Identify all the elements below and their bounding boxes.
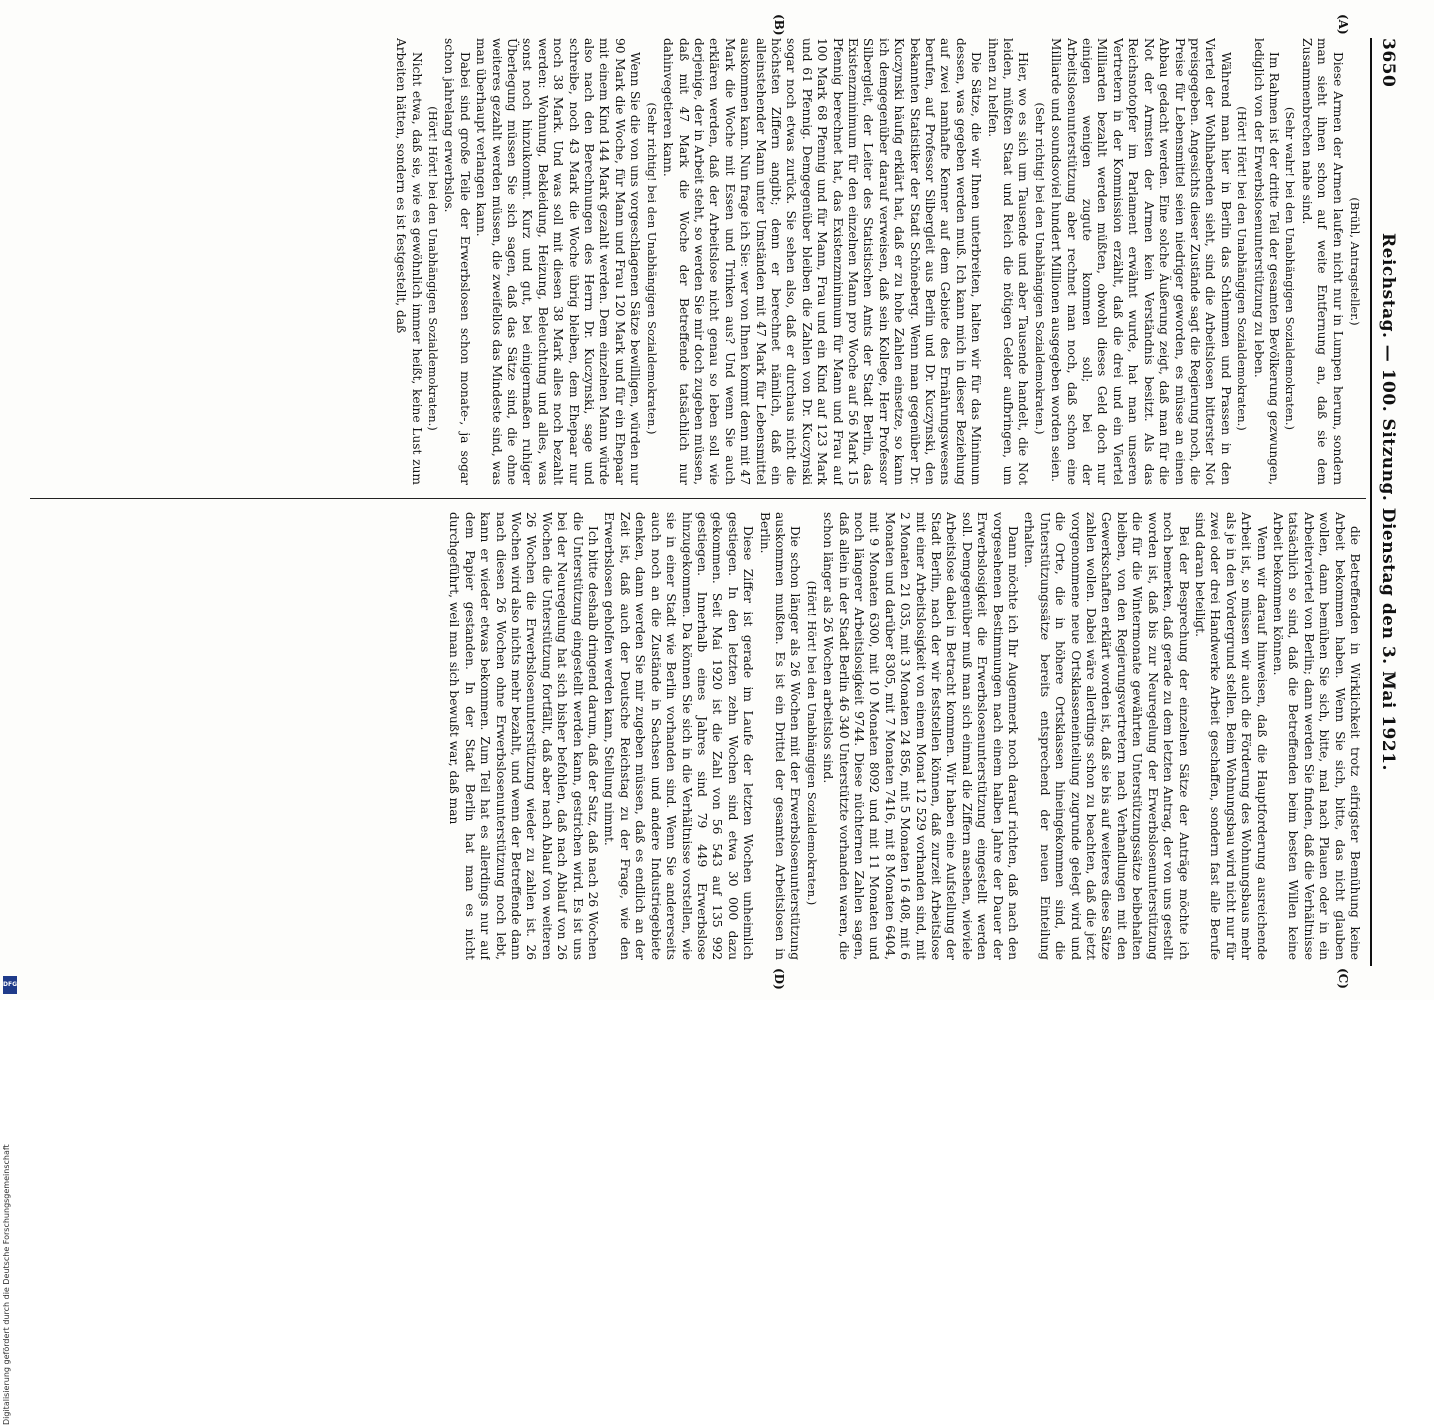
header-rule (1370, 38, 1372, 966)
interjection: (Hört! Hört! bei den Unabhängigen Sozialdemokraten.) (426, 106, 441, 431)
dfg-logo: DFG (3, 976, 17, 994)
right-text-column (30, 512, 1362, 960)
paragraph: Die Sätze, die wir Ihnen unterbreiten, halten wir für das Minimum dessen, was gegeben werden muß. Ich kann mich in dieser Beziehung auf zwei namhafte Kenner auf dem Gebiete des Ernährungswesens berufen, auf Professor Silbergleit aus Berlin und Dr. Kuczynski, den bekannten Statistiker der Stadt Schöneberg. Wenn man gegenüber Dr. Kuczynski häufig erklärt hat, daß er zu hohe Zahlen einsetze, so kann ich demgegenüber darauf verweisen, daß sein Kollege, Herr Professor Silbergleit, der Leiter des Statistischen Amts der Stadt Berlin, das Existenzminimum für den einzelnen Mann pro Woche auf 56 Mark 15 Pfennig berechnet hat, das Existenzminimum für Mann und Frau auf 100 Mark 68 Pfennig und für Mann, Frau und ein Kind auf 123 Mark und 61 Pfennig. Demgegenüber bleiben die Zahlen von Dr. Kuczynski sogar noch etwas zurück. Sie sehen also, daß er durchaus nicht die höchsten Ziffern angibt; denn er berechnet nämlich, daß ein alleinstehender Mann unter Umständen mit 47 Mark für Lebensmittel auskommen kann. Nun frage ich Sie: wer von Ihnen kommt denn mit 47 Mark die Woche mit Essen und Trinken aus? Und wenn Sie auch erklären werden, daß der Arbeitslose nicht genau so leben soll wie derjenige, der in Arbeit steht, so werden Sie mir doch zugeben müssen, daß mit 47 Mark die Woche der Betreffende tatsächlich nur dahinvegetieren kann. (661, 38, 984, 485)
paragraph: Nicht etwa, daß sie, wie es gewöhnlich immer heißt, keine Lust zum Arbeiten hätten, sondern es ist festgestellt, daß (394, 38, 424, 485)
paragraph: Die schon länger als 26 Wochen mit der Erwerbslosenunterstützung auskommen mußten. Es ist ein Drittel der gesamten Arbeitslosen in Berlin. (757, 512, 803, 960)
interjection: (Hört! Hört! bei den Unabhängigen Sozialdemokraten.) (1235, 106, 1250, 431)
paragraph: die Betreffenden in Wirklichkeit trotz eifrigster Bemühung keine Arbeit bekommen haben. Wenn Sie sich, bitte, das nicht glauben wollen, dann bemühen Sie sich, bitte, mal nach Plauen oder in ein Arbeiterviertel von Berlin; dann werden Sie finden, daß die Verhältnisse tatsächlich so sind, daß die Betreffenden beim besten Willen keine Arbeit bekommen können. (1270, 512, 1362, 960)
running-title: Reichstag. — 100. Sitzung. Dienstag den 3. Mai 1921. (1378, 233, 1398, 771)
interjection: (Sehr richtig! bei den Unabhängigen Sozialdemokraten.) (1032, 102, 1047, 435)
paragraph: Während man hier in Berlin das Schlemmen und Prassen in den Viertel der Wohlhabenden sieht, sind die Arbeitslosen bitterster Not preisgegeben. Angesichts dieser Zustände sagt die Regierung noch, die Preise für Lebensmittel seien niedriger geworden, es müsse an einen Abbau gedacht werden. Eine solche Äußerung zeigt, daß man für die Not der Armsten der Armen kein Verständnis besitzt. Als das Reichsnotopfer im Parlament erwähnt wurde, hat man unseren Vertretern in der Kommission erzählt, daß die drei und ein Viertel Milliarden bezahlt werden müßten, obwohl dieses Geld doch nur einigen wenigen zugute kommen soll; bei der Arbeitslosenunterstützung aber rechnet man noch, daß schon eine Milliarde und soundsoviel hundert Millionen ausgegeben worden seien. (1049, 38, 1233, 485)
paragraph: Wenn wir darauf hinweisen, daß die Hauptforderung ausreichende Arbeit ist, so müssen wir auch die Förderung des Wohnungsbaus mehr als je in den Vordergrund stellen. Beim Wohnungsbau wird nicht nur für zwei oder drei Handwerke Arbeit geschaffen, sondern fast alle Berufe sind daran beteiligt. (1192, 512, 1269, 960)
column-mark-b: (B) (772, 14, 786, 36)
interjection: (Hört! Hört! bei den Unabhängigen Sozialdemokraten.) (804, 580, 819, 906)
paragraph: Hier, wo es sich um Tausende und aber Tausende handelt, die Not leiden, müßten Staat und Reich die nötigen Gelder aufbringen, um ihnen zu helfen. (985, 38, 1031, 485)
page-header (1372, 38, 1398, 966)
paragraph: Bei der Besprechung der einzelnen Sätze der Anträge möchte ich noch bemerken, daß gerade zu dem letzten Antrag, der von uns gestellt worden ist, daß bis zur Neuregelung der Erwerbslosenunterstützung die für die Wintermonate gewährten Unterstützungssätze beibehalten bleiben, von den Regierungsvertretern nach Verhandlungen mit den Gewerkschaften erklärt worden ist, daß sie bis auf weiteres diese Sätze zahlen wollen. Dabei wäre allerdings schon zu beachten, daß die jetzt vorgenommene neue Ortsklasseneinteilung zugrunde gelegt wird und die Orte, die in höhere Ortsklassen hineingekommen sind, die Unterstützungssätze bereits entsprechend der neuen Einteilung erhalten. (1022, 512, 1191, 960)
column-mark-d: (D) (772, 968, 786, 990)
column-divider (30, 498, 1366, 499)
digitization-credit-text: Digitalisierung gefördert durch die Deutsche Forschungsgemeinschaft (2, 1144, 11, 1425)
speaker-line: (Brühl, Antragsteller.) (1348, 197, 1362, 326)
column-mark-a: (A) (1336, 14, 1350, 35)
paragraph: Diese Armen der Armen laufen nicht nur in Lumpen herum, sondern man sieht ihnen schon auf weite Entfernung an, daß sie dem Zusammenbrechen nahe sind. (1299, 38, 1345, 485)
interjection: (Sehr wahr! bei den Unabhängigen Sozialdemokraten.) (1283, 107, 1298, 430)
paragraph: Diese Ziffer ist gerade im Laufe der letzten Wochen unheimlich gestiegen. In den letzten zehn Wochen sind etwa 30 000 dazu gekommen. Seit Mai 1920 ist die Zahl von 56 543 auf 135 992 gestiegen. Innerhalb eines Jahres sind 79 449 Erwerbslose hinzugekommen. Da können Sie sich in die Verhältnisse vorstellen, wie sie in einer Stadt wie Berlin vorhanden sind. Wenn Sie andererseits auch noch an die Zustände in Sachsen und andere Industriegebiete denken, dann werden Sie mir zugeben müssen, daß es endlich an der Zeit ist, daß auch der Deutsche Reichstag zu der Frage, wie den Erwerbslosen geholfen werden kann, Stellung nimmt. (602, 512, 756, 960)
left-text-column (30, 38, 1362, 485)
interjection: (Sehr richtig! bei den Unabhängigen Sozialdemokraten.) (644, 102, 659, 435)
digitization-credit (2, 554, 18, 1425)
paragraph: Dann möchte ich Ihr Augenmerk noch darauf richten, daß nach den vorgesehenen Bestimmungen nach einem halben Jahre der Dauer der Erwerbslosigkeit die Erwerbslosenunterstützung eingestellt werden soll. Demgegenüber muß man sich einmal die Ziffern ansehen, wieviele Arbeitslose dabei in Betracht kommen. Wir haben eine Aufstellung der Stadt Berlin, nach der wir feststellen können, daß zurzeit Arbeitslose mit einer Arbeitslosigkeit von einem Monat 12 529 vorhanden sind, mit 2 Monaten 21 035, mit 3 Monaten 24 856, mit 5 Monaten 16 408, mit 6 Monaten und darüber 8305, mit 7 Monaten 7416, mit 8 Monaten 6404, mit 9 Monaten 6300, mit 10 Monaten 8092 und mit 11 Monaten und noch längerer Arbeitslosigkeit 9744. Diese nüchternen Zahlen sagen, daß allein in der Stadt Berlin 46 340 Unterstützte vorhanden waren, die schon länger als 26 Wochen arbeitslos sind. (821, 512, 1021, 960)
paragraph: Dabei sind große Teile der Erwerbslosen schon monate-, ja sogar schon jahrelang erwerbslos. (442, 38, 472, 485)
paragraph: Wenn Sie die von uns vorgeschlagenen Sätze bewilligen, würden nur 90 Mark die Woche, für Mann und Frau 120 Mark und für ein Ehepaar mit einem Kind 144 Mark gezahlt werden. Dem einzelnen Mann würde also nach den Berechnungen des Herrn Dr. Kuczynski, sage und schreibe, noch 43 Mark die Woche übrig bleiben, dem Ehepaar nur noch 38 Mark. Und was soll mit diesen 38 Mark alles noch bezahlt werden: Wohnung, Bekleidung, Heizung, Beleuchtung und alles, was sonst noch hinzukommt. Kurz und gut, bei einigermaßen ruhiger Überlegung müssen Sie sich sagen, daß das Sätze sind, die ohne weiteres gezahlt werden müssen, die zweifellos das Mindeste sind, was man überhaupt verlangen kann. (474, 38, 643, 485)
paragraph: Ich bitte deshalb dringend darum, daß der Satz, daß nach 26 Wochen die Unterstützung eingestellt werden kann, gestrichen wird. Es ist uns bei der Neuregelung hat sich bisher befohlen, daß nach Ablauf von 26 Wochen die Unterstützung fortfällt, daß aber nach Ablauf von weiteren 26 Wochen die Erwerbslosenunterstützung wieder zu zahlen ist. 26 Wochen wird also nichts mehr bezahlt, und wenn der Betreffende dann nach diesen 26 Wochen ohne Erwerbslosenunterstützung noch lebt, kann er wieder etwas bekommen. Zum Teil hat es allerdings nur auf dem Papier gestanden. In der Stadt Berlin hat man es nicht durchgeführt, weil man sich bewußt war, daß man (447, 512, 601, 960)
paragraph: Im Rahmen ist der dritte Teil der gesamten Bevölkerung gezwungen, lediglich von der Erwerbslosenunterstützung zu leben. (1251, 38, 1281, 485)
page-number: 3650 (1378, 38, 1398, 88)
column-mark-c: (C) (1336, 968, 1350, 989)
